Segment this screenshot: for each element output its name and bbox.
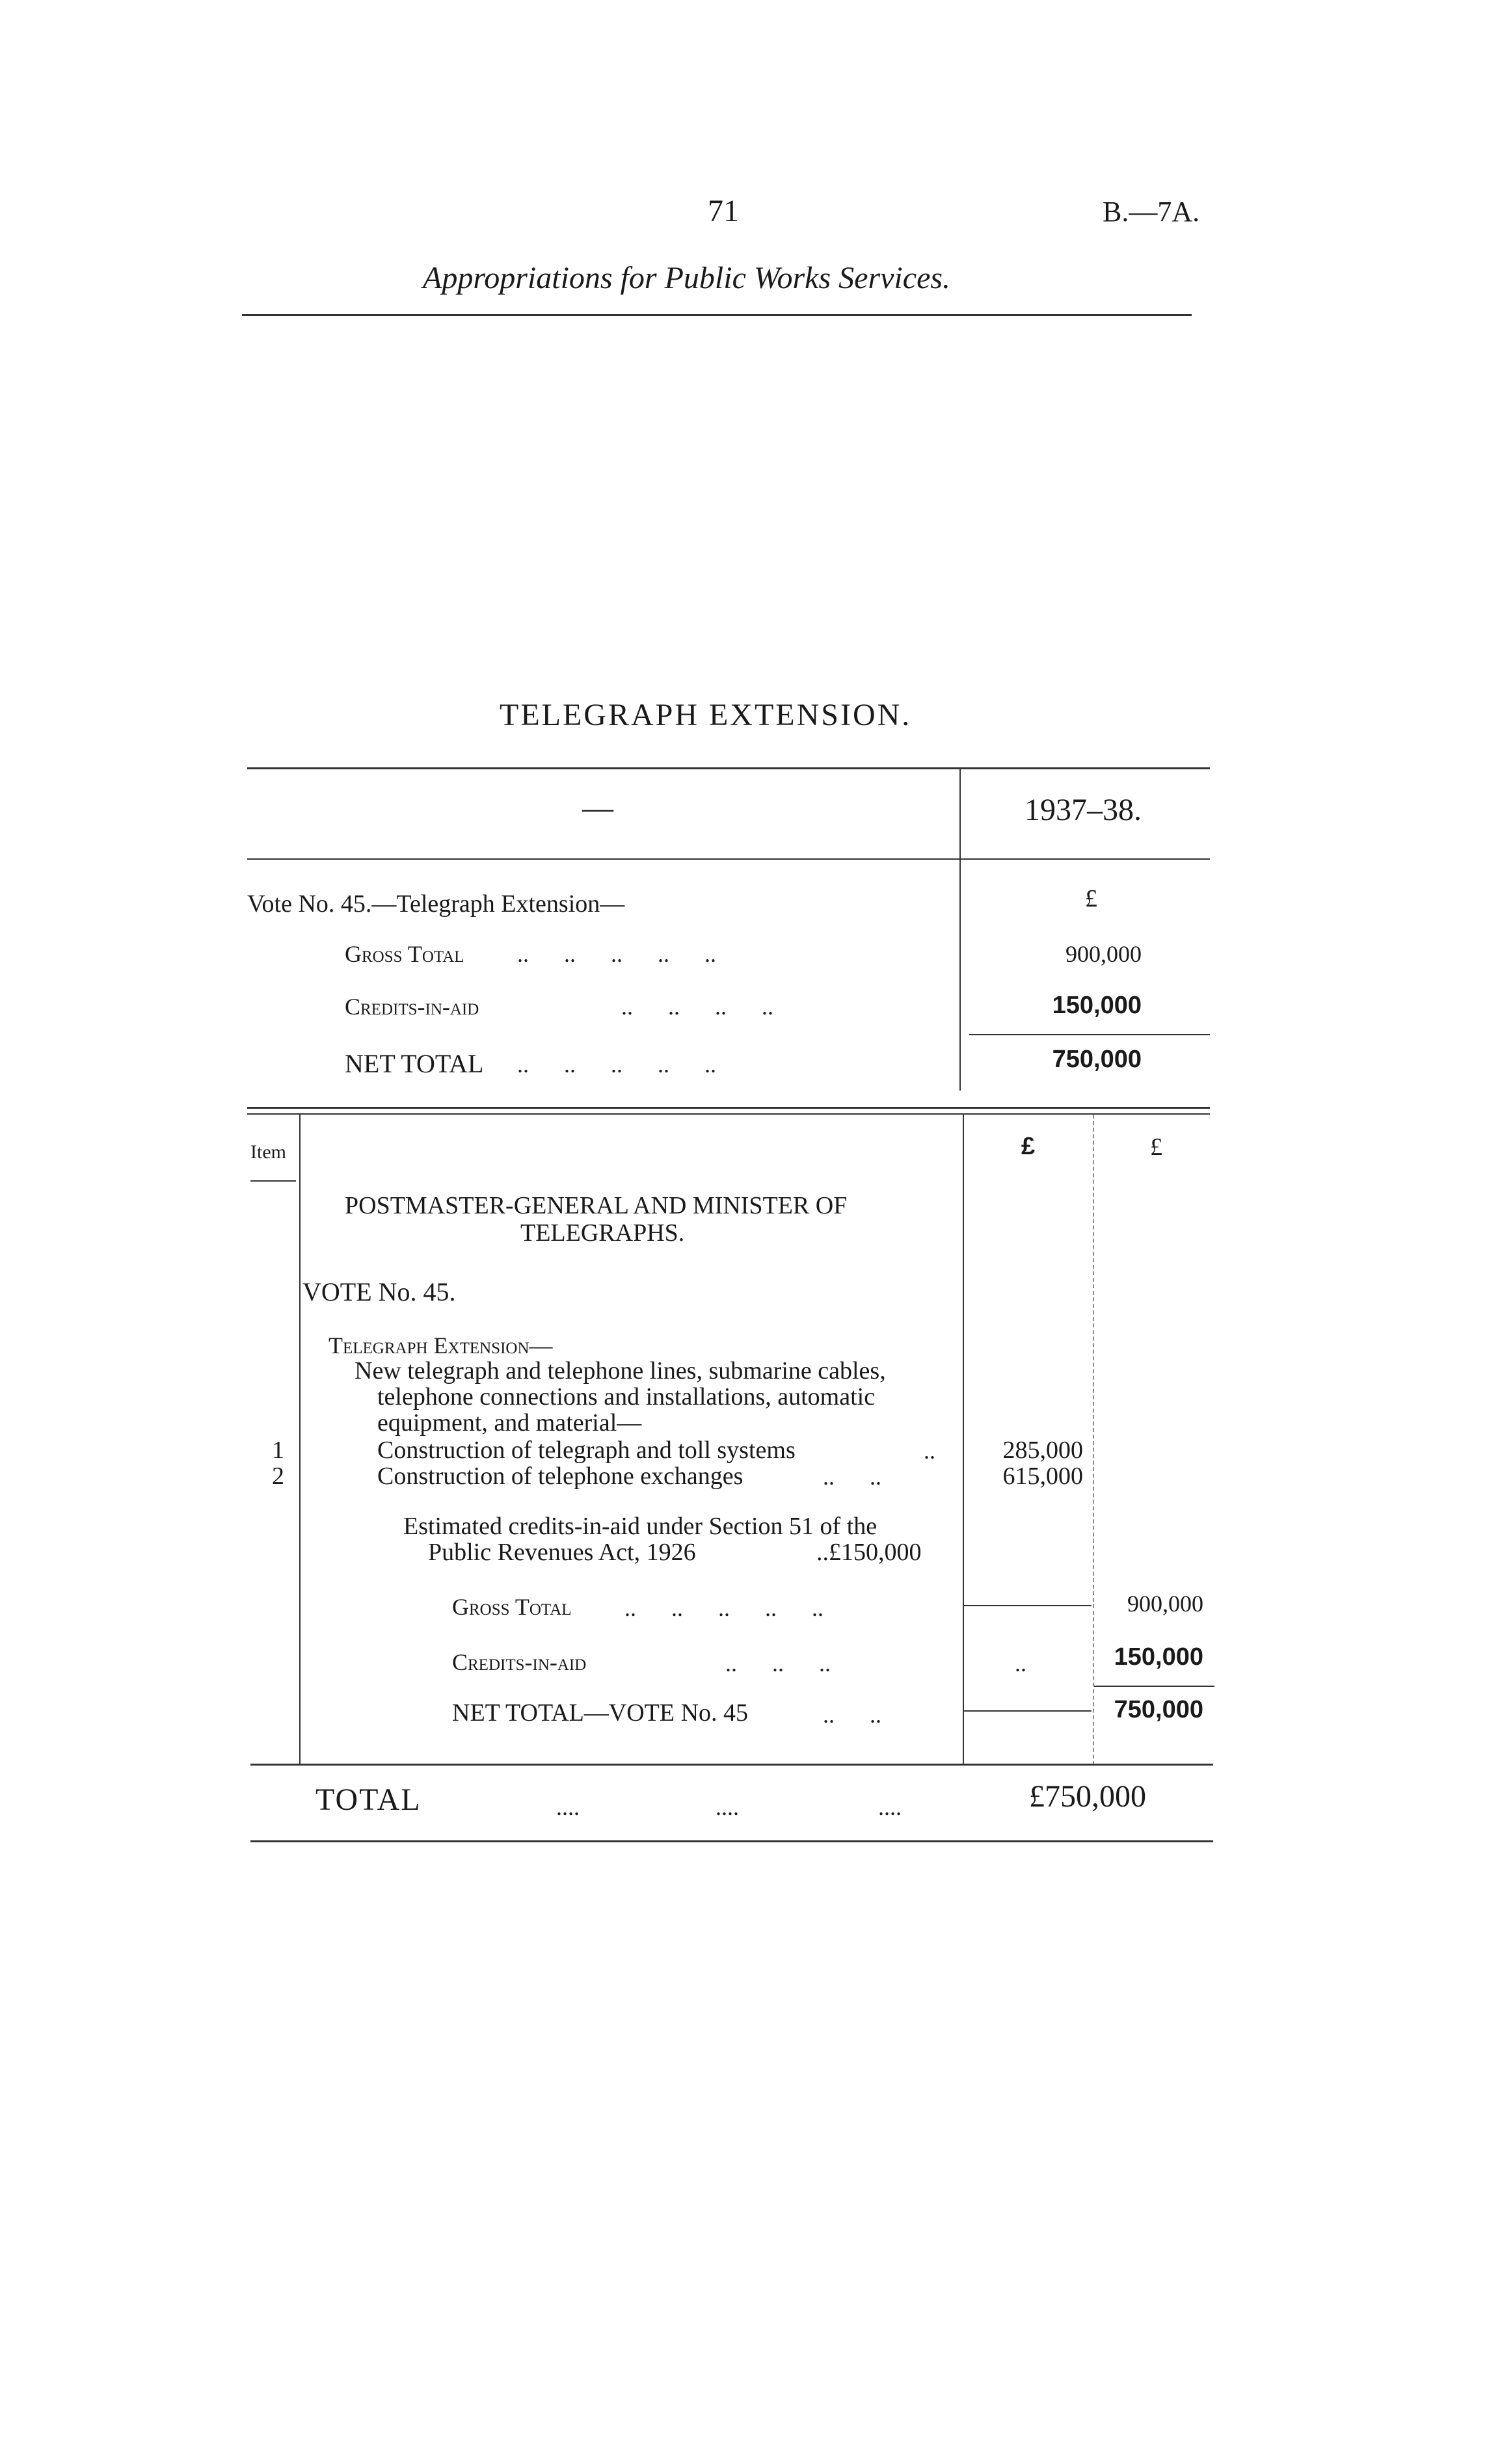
summary-column-year: 1937–38.	[1025, 793, 1142, 827]
summary-net-total-value: 750,000	[1052, 1046, 1142, 1073]
summary-top-rule	[247, 767, 1210, 769]
summary-column-divider	[959, 769, 961, 1091]
grand-total-label: TOTAL	[315, 1782, 422, 1817]
header-rule	[242, 314, 1192, 316]
detail-section-title: Telegraph Extension—	[328, 1332, 553, 1358]
detail-credits-col1: ..	[1015, 1650, 1026, 1676]
grand-total-bottom-rule	[250, 1840, 1213, 1842]
detail-gross-total-leaders: .. .. .. .. ..	[624, 1595, 824, 1621]
summary-gross-total-value: 900,000	[1065, 941, 1142, 967]
detail-item-leaders: .. ..	[823, 1464, 881, 1490]
detail-credits-leaders: .. .. ..	[725, 1650, 831, 1676]
summary-net-total-label: NET TOTAL	[345, 1049, 484, 1078]
detail-credits-label: Credits-in-aid	[452, 1649, 587, 1675]
summary-credits-value: 150,000	[1052, 992, 1142, 1019]
detail-net-total-label: NET TOTAL—VOTE No. 45	[452, 1699, 749, 1727]
detail-currency-col2: £	[1150, 1133, 1162, 1161]
summary-gross-total-leaders: .. .. .. .. ..	[517, 941, 716, 967]
summary-currency: £	[1085, 885, 1097, 912]
summary-credits-leaders: .. .. .. ..	[621, 994, 773, 1020]
detail-vote-no: VOTE No. 45.	[302, 1277, 456, 1306]
detail-credits-note-line2: Public Revenues Act, 1926	[428, 1539, 696, 1566]
running-title: Appropriations for Public Works Services.	[423, 261, 951, 295]
grand-total-value: £750,000	[1029, 1779, 1146, 1814]
detail-col2-subtotal-rule	[1094, 1686, 1214, 1687]
detail-credits-note-line1: Estimated credits-in-aid under Section 51 of the	[403, 1513, 877, 1540]
detail-item-label: Construction of telegraph and toll systems	[377, 1437, 796, 1464]
detail-currency-col1: £	[1021, 1133, 1036, 1160]
grand-total-leaders: ....	[556, 1794, 580, 1820]
detail-item-number: 1	[272, 1437, 284, 1464]
detail-net-total-leaders: .. ..	[823, 1702, 881, 1728]
detail-item-leaders: ..	[924, 1438, 935, 1464]
summary-header-rule	[247, 858, 1210, 860]
summary-vote-label: Vote No. 45.—Telegraph Extension—	[247, 890, 625, 918]
detail-item-number: 2	[272, 1463, 284, 1490]
summary-gross-total-label: Gross Total	[345, 941, 464, 967]
grand-total-leaders: ....	[878, 1794, 902, 1820]
summary-column-dash: —	[582, 791, 613, 825]
detail-description-line2: telephone connections and installations, automatic	[377, 1383, 876, 1411]
detail-item-value: 615,000	[1002, 1463, 1083, 1490]
detail-net-total-col2: 750,000	[1114, 1696, 1203, 1723]
detail-item-header-rule	[250, 1180, 296, 1182]
detail-gross-total-col2: 900,000	[1127, 1591, 1203, 1617]
detail-heading-line2: TELEGRAPHS.	[520, 1219, 685, 1247]
detail-item-value: 285,000	[1002, 1437, 1083, 1464]
document-reference: B.—7A.	[1103, 196, 1200, 228]
detail-description-line3: equipment, and material—	[377, 1409, 642, 1437]
detail-heading-line1: POSTMASTER-GENERAL AND MINISTER OF	[345, 1192, 848, 1219]
detail-top-rule	[247, 1107, 1210, 1109]
grand-total-top-rule	[250, 1764, 1213, 1766]
page-number: 71	[708, 194, 739, 228]
detail-item-label: Construction of telephone exchanges	[377, 1463, 744, 1490]
summary-credits-label: Credits-in-aid	[345, 994, 479, 1020]
detail-credits-col2: 150,000	[1114, 1643, 1203, 1671]
page-title: TELEGRAPH EXTENSION.	[500, 698, 912, 732]
summary-subtotal-rule	[969, 1034, 1210, 1035]
detail-top-rule-2	[247, 1113, 1210, 1115]
detail-item-divider	[299, 1115, 301, 1765]
detail-credits-note-value: ..£150,000	[816, 1539, 922, 1566]
detail-description-line1: New telegraph and telephone lines, submarine cables,	[355, 1357, 886, 1384]
detail-item-header: Item	[250, 1141, 286, 1163]
grand-total-leaders: ....	[716, 1794, 739, 1820]
detail-col1-subtotal-rule	[964, 1605, 1092, 1606]
summary-net-total-leaders: .. .. .. .. ..	[517, 1052, 716, 1078]
detail-col1-net-rule	[964, 1710, 1092, 1712]
detail-gross-total-label: Gross Total	[452, 1594, 572, 1620]
detail-col2-divider	[1093, 1115, 1094, 1765]
detail-col1-divider	[963, 1115, 964, 1765]
